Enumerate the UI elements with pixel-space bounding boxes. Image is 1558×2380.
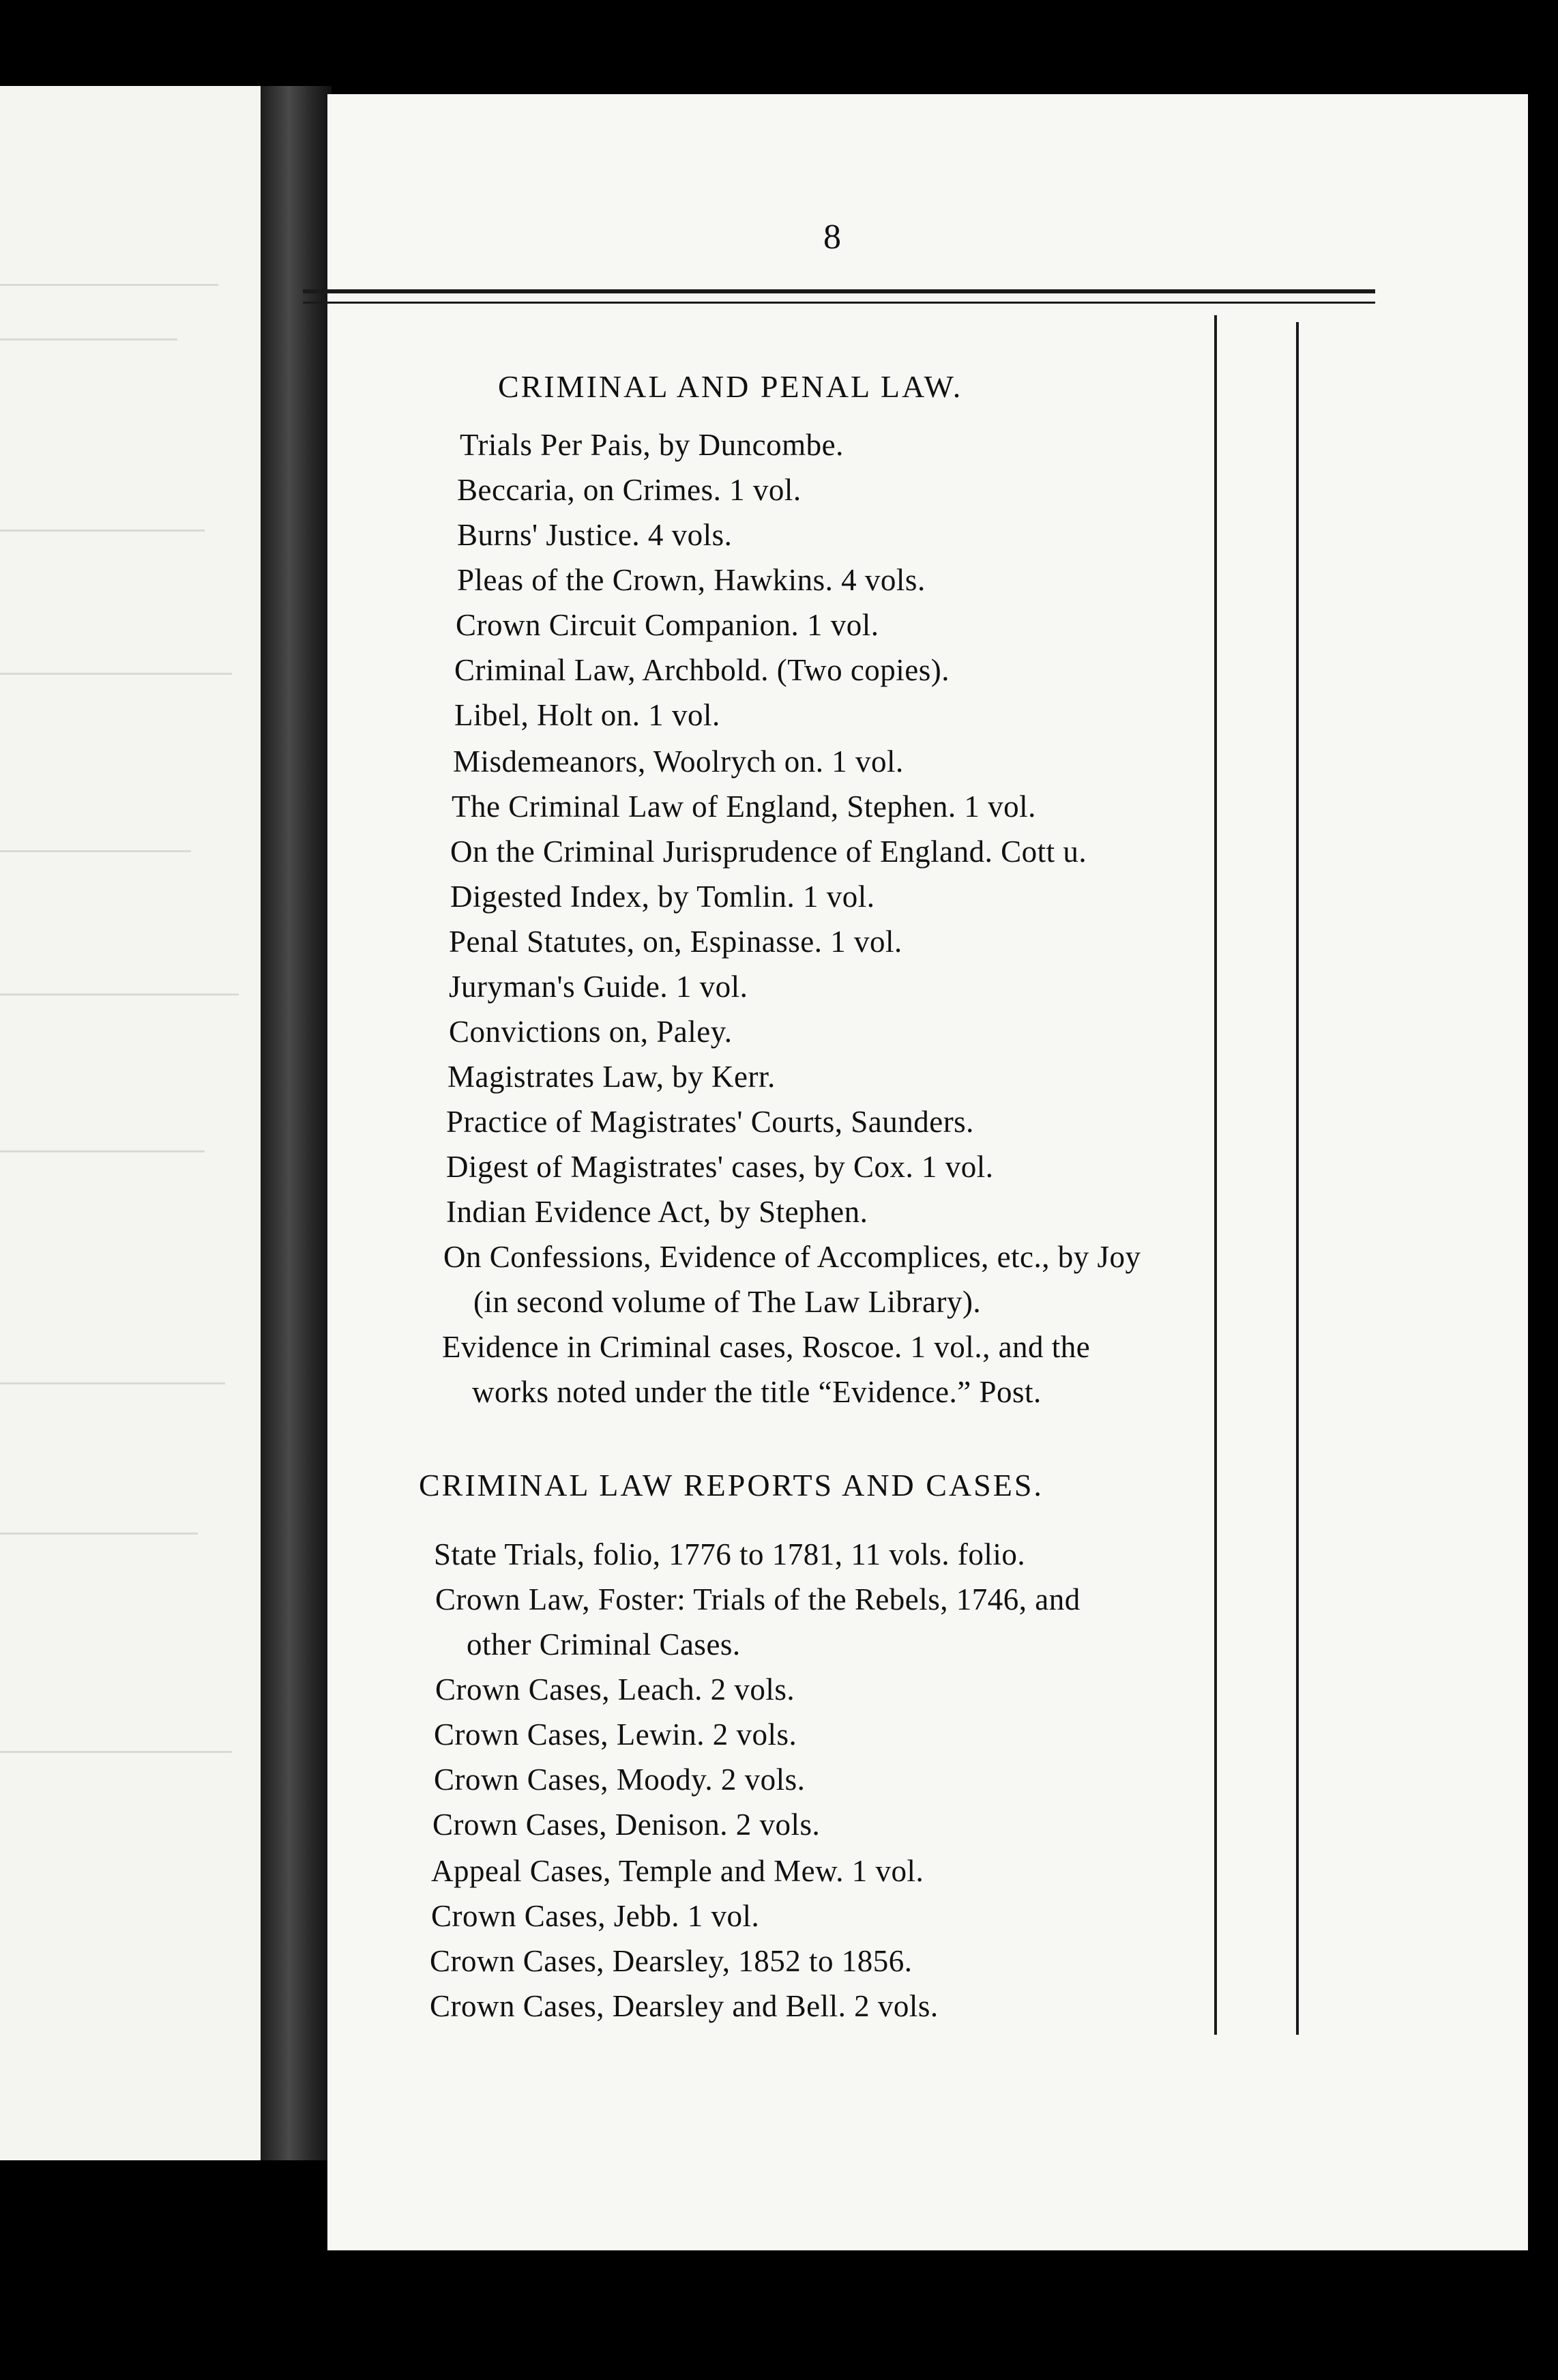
list-item: Juryman's Guide. 1 vol. xyxy=(449,970,748,1004)
list-item: Magistrates Law, by Kerr. xyxy=(447,1060,776,1094)
list-item: The Criminal Law of England, Stephen. 1 vol. xyxy=(452,789,1036,824)
list-item: Trials Per Pais, by Duncombe. xyxy=(460,428,844,462)
list-item: Convictions on, Paley. xyxy=(449,1015,733,1049)
list-item: Crown Cases, Denison. 2 vols. xyxy=(432,1808,821,1842)
margin-rule xyxy=(1214,315,1217,2035)
list-item: Crown Cases, Lewin. 2 vols. xyxy=(434,1717,797,1752)
list-item: works noted under the title “Evidence.” Post. xyxy=(472,1375,1042,1409)
list-item: Indian Evidence Act, by Stephen. xyxy=(446,1195,868,1229)
section-heading: CRIMINAL AND PENAL LAW. xyxy=(498,369,963,404)
list-item: Libel, Holt on. 1 vol. xyxy=(454,698,720,732)
list-item: State Trials, folio, 1776 to 1781, 11 vols. folio. xyxy=(434,1537,1026,1571)
list-item: Burns' Justice. 4 vols. xyxy=(457,518,733,552)
list-item: Crown Cases, Leach. 2 vols. xyxy=(435,1672,795,1707)
list-item: Appeal Cases, Temple and Mew. 1 vol. xyxy=(431,1854,924,1888)
list-item: other Criminal Cases. xyxy=(467,1627,741,1661)
list-item: On the Criminal Jurisprudence of England. Cott u. xyxy=(450,835,1087,869)
list-item: Crown Cases, Jebb. 1 vol. xyxy=(431,1899,760,1933)
page-gutter xyxy=(261,86,332,2160)
left-page xyxy=(0,86,300,2160)
list-item: Crown Cases, Dearsley, 1852 to 1856. xyxy=(430,1944,913,1978)
list-item: Misdemeanors, Woolrych on. 1 vol. xyxy=(453,744,904,779)
list-item: Beccaria, on Crimes. 1 vol. xyxy=(457,473,802,507)
margin-rule-outer xyxy=(1296,322,1299,2035)
list-item: Digest of Magistrates' cases, by Cox. 1 vol. xyxy=(446,1150,994,1184)
list-item: Practice of Magistrates' Courts, Saunders. xyxy=(446,1105,974,1139)
list-item: Crown Law, Foster: Trials of the Rebels, 1746, and xyxy=(435,1582,1081,1616)
list-item: Evidence in Criminal cases, Roscoe. 1 vol., and the xyxy=(442,1330,1091,1364)
list-item: Crown Cases, Moody. 2 vols. xyxy=(434,1762,806,1797)
header-rule-thin xyxy=(303,302,1375,304)
list-item: On Confessions, Evidence of Accomplices, etc., by Joy xyxy=(443,1240,1141,1274)
section-heading: CRIMINAL LAW REPORTS AND CASES. xyxy=(419,1468,1044,1503)
list-item: (in second volume of The Law Library). xyxy=(473,1285,982,1319)
page-number: 8 xyxy=(823,218,841,257)
list-item: Penal Statutes, on, Espinasse. 1 vol. xyxy=(449,925,902,959)
list-item: Crown Cases, Dearsley and Bell. 2 vols. xyxy=(430,1989,939,2023)
list-item: Pleas of the Crown, Hawkins. 4 vols. xyxy=(457,563,926,597)
header-rule xyxy=(303,289,1375,293)
list-item: Digested Index, by Tomlin. 1 vol. xyxy=(450,880,875,914)
list-item: Crown Circuit Companion. 1 vol. xyxy=(456,608,879,642)
list-item: Criminal Law, Archbold. (Two copies). xyxy=(454,653,950,687)
